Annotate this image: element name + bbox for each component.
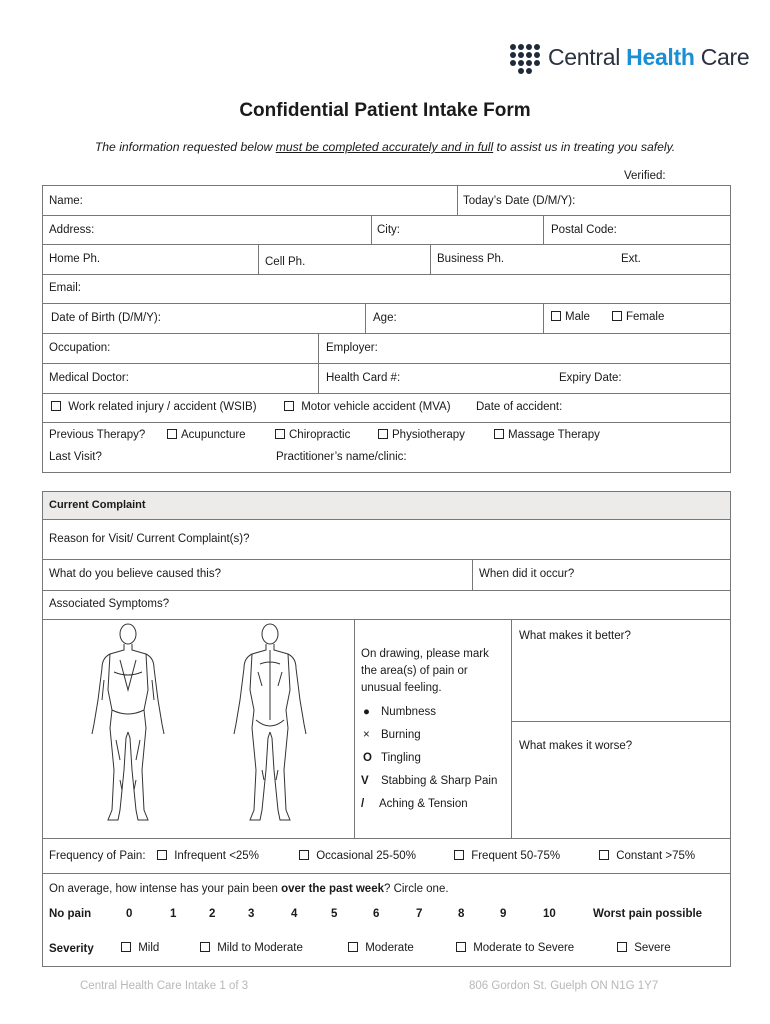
no-pain-label: No pain (49, 908, 92, 920)
name-field[interactable]: Name: (49, 195, 83, 207)
scale-value[interactable]: 9 (500, 908, 507, 920)
legend-item: × Burning (363, 729, 421, 741)
page-title: Confidential Patient Intake Form (239, 100, 531, 121)
home-phone-field[interactable]: Home Ph. (49, 253, 101, 265)
intro-text: The information requested below must be completed accurately and in full to assist us in treating you safely. (94, 140, 676, 154)
expiry-date-field[interactable]: Expiry Date: (559, 372, 622, 384)
scale-value[interactable]: 5 (331, 908, 338, 920)
severity-option[interactable]: Moderate (348, 942, 414, 954)
cause-field[interactable]: What do you believe caused this? (49, 568, 221, 580)
extension-field[interactable]: Ext. (621, 253, 641, 265)
legend-item: ● Numbness (363, 706, 436, 718)
address-field[interactable]: Address: (49, 224, 95, 236)
section-header-bg (43, 492, 730, 519)
scale-value[interactable]: 0 (126, 908, 133, 920)
body-front-figure (92, 624, 164, 820)
acupuncture-checkbox[interactable]: Acupuncture (167, 429, 246, 441)
todays-date-field[interactable]: Today’s Date (D/M/Y): (463, 195, 576, 207)
checkbox-icon (599, 850, 609, 860)
health-card-field[interactable]: Health Card #: (326, 372, 401, 384)
checkbox-icon (200, 942, 210, 952)
female-checkbox[interactable]: Female (612, 311, 664, 323)
checkbox-icon (454, 850, 464, 860)
severity-option[interactable]: Severe (617, 942, 671, 954)
postal-code-field[interactable]: Postal Code: (551, 224, 617, 236)
footer-right: 806 Gordon St. Guelph ON N1G 1Y7 (469, 980, 659, 992)
checkbox-icon (456, 942, 466, 952)
scale-value[interactable]: 7 (416, 908, 423, 920)
massage-therapy-checkbox[interactable]: Massage Therapy (494, 429, 600, 441)
physiotherapy-checkbox[interactable]: Physiotherapy (378, 429, 465, 441)
legend-item: / Aching & Tension (361, 798, 468, 810)
verified-label: Verified: (624, 170, 666, 182)
business-phone-field[interactable]: Business Ph. (437, 253, 505, 265)
frequency-option[interactable]: Frequent 50-75% (454, 850, 560, 862)
section-title: Current Complaint (49, 499, 146, 511)
practitioner-field[interactable]: Practitioner’s name/clinic: (276, 451, 407, 463)
scale-value[interactable]: 4 (291, 908, 298, 920)
worst-pain-label: Worst pain possible (593, 908, 703, 920)
drawing-instructions: On drawing, please mark the area(s) of pain or unusual feeling. (361, 648, 489, 694)
date-of-birth-field[interactable]: Date of Birth (D/M/Y): (51, 312, 161, 324)
body-diagram[interactable] (90, 620, 320, 838)
medical-doctor-field[interactable]: Medical Doctor: (49, 372, 129, 384)
occupation-field[interactable]: Occupation: (49, 342, 111, 354)
chiropractic-checkbox[interactable]: Chiropractic (275, 429, 350, 441)
checkbox-icon (494, 429, 504, 439)
checkbox-icon (284, 401, 294, 411)
checkbox-icon (157, 850, 167, 860)
checkbox-icon (617, 942, 627, 952)
cell-phone-field[interactable]: Cell Ph. (265, 256, 306, 268)
checkbox-icon (121, 942, 131, 952)
when-occurred-field[interactable]: When did it occur? (479, 568, 575, 580)
scale-value[interactable]: 1 (170, 908, 177, 920)
scale-value[interactable]: 3 (248, 908, 255, 920)
severity-option[interactable]: Mild (121, 942, 159, 954)
mva-checkbox[interactable]: Motor vehicle accident (MVA) (284, 401, 451, 413)
wsib-checkbox[interactable]: Work related injury / accident (WSIB) (51, 401, 257, 413)
frequency-option[interactable]: Constant >75% (599, 850, 695, 862)
logo-mark-icon (508, 42, 542, 76)
checkbox-icon (378, 429, 388, 439)
checkbox-icon (167, 429, 177, 439)
checkbox-icon (299, 850, 309, 860)
employer-field[interactable]: Employer: (326, 342, 378, 354)
checkbox-icon (51, 401, 61, 411)
associated-symptoms-field[interactable]: Associated Symptoms? (49, 598, 170, 610)
scale-value[interactable]: 6 (373, 908, 380, 920)
scale-value[interactable]: 2 (209, 908, 216, 920)
frequency-option[interactable]: Occasional 25-50% (299, 850, 416, 862)
checkbox-icon (612, 311, 622, 321)
age-field[interactable]: Age: (373, 312, 397, 324)
severity-option[interactable]: Mild to Moderate (200, 942, 303, 954)
frequency-label: Frequency of Pain: (49, 850, 146, 862)
checkbox-icon (551, 311, 561, 321)
date-of-accident-field[interactable]: Date of accident: (476, 401, 563, 413)
male-checkbox[interactable]: Male (551, 311, 590, 323)
severity-label: Severity (49, 943, 94, 955)
checkbox-icon (348, 942, 358, 952)
checkbox-icon (275, 429, 285, 439)
legend-item: O Tingling (363, 752, 421, 764)
intensity-question: On average, how intense has your pain been over the past week? Circle one. (49, 883, 449, 895)
last-visit-field[interactable]: Last Visit? (49, 451, 102, 463)
previous-therapy-label: Previous Therapy? (49, 429, 146, 441)
email-field[interactable]: Email: (49, 282, 81, 294)
footer-left: Central Health Care Intake 1 of 3 (80, 980, 249, 992)
logo (508, 42, 750, 76)
legend-item: V Stabbing & Sharp Pain (361, 775, 498, 787)
body-back-figure (234, 624, 306, 820)
makes-better-field[interactable]: What makes it better? (519, 630, 631, 642)
scale-value[interactable]: 10 (543, 908, 556, 920)
city-field[interactable]: City: (377, 224, 400, 236)
severity-option[interactable]: Moderate to Severe (456, 942, 574, 954)
reason-for-visit-field[interactable]: Reason for Visit/ Current Complaint(s)? (49, 533, 250, 545)
makes-worse-field[interactable]: What makes it worse? (519, 740, 633, 752)
scale-value[interactable]: 8 (458, 908, 465, 920)
logo-text-brand: Health (626, 44, 695, 70)
frequency-option[interactable]: Infrequent <25% (157, 850, 259, 862)
logo-text: Central Health Care (548, 44, 750, 70)
